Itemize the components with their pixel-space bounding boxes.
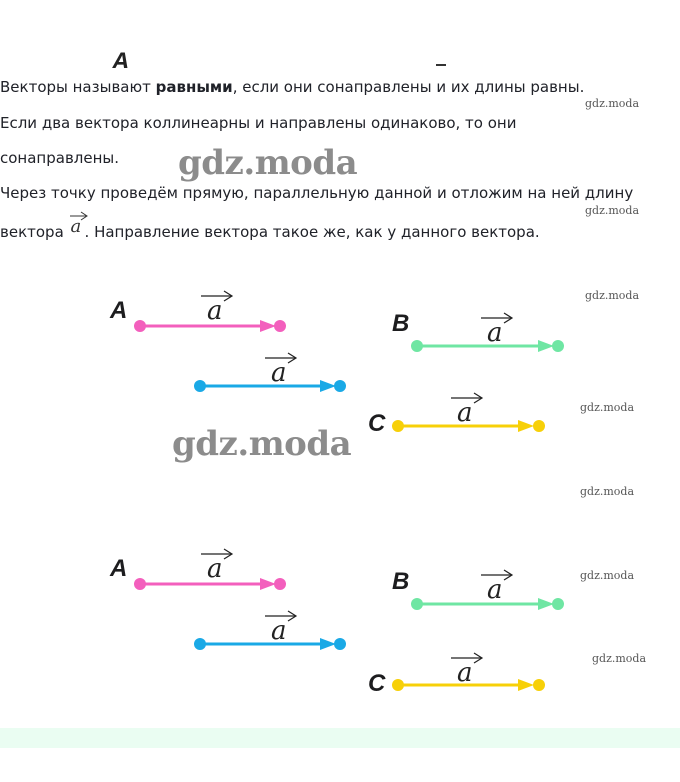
answer-block-strip [0, 728, 680, 748]
point-label-b: B [392, 568, 410, 595]
construction-text-start: вектора [0, 223, 69, 241]
watermark-small: gdz.moda [580, 401, 635, 414]
collinear-paragraph-line2: сонаправлены. [0, 149, 120, 167]
watermark-small: gdz.moda [585, 289, 640, 302]
vector-label-a-pink: a [200, 288, 232, 328]
vector-label-a-blue: a [264, 350, 296, 390]
clipped-letter-a: A [112, 48, 130, 68]
inline-vector-a: a [69, 219, 85, 239]
watermark-small: gdz.moda [580, 485, 635, 498]
watermark-big: gdz.moda [178, 143, 358, 183]
watermark-big: gdz.moda [172, 424, 352, 464]
construction-text-end: . Направление вектора такое же, как у данного вектора. [84, 223, 540, 241]
definition-bold-term: равными [155, 78, 233, 96]
collinear-paragraph-line1: Если два вектора коллинеарны и направлены одинаково, то они [0, 114, 517, 132]
watermark-small: gdz.moda [580, 569, 635, 582]
watermark-small: gdz.moda [585, 204, 640, 217]
point-label-c: C [368, 410, 386, 437]
vector-label-a-green: a [480, 310, 512, 350]
vector-label-a-blue: a [264, 608, 296, 648]
point-label-c: C [368, 670, 386, 697]
vector-label-a-pink: a [200, 546, 232, 586]
definition-text-end: , если они сонаправлены и их длины равны. [232, 78, 585, 96]
vector-label-a-yellow: a [450, 390, 482, 430]
point-label-a: A [110, 555, 128, 582]
construction-paragraph-line1: Через точку проведём прямую, параллельную данной и отложим на ней длину [0, 184, 634, 202]
watermark-small: gdz.moda [592, 652, 647, 665]
watermark-small: gdz.moda [585, 97, 640, 110]
point-label-b: B [392, 310, 410, 337]
vector-label-a-green: a [480, 567, 512, 607]
point-label-a: A [110, 297, 128, 324]
definition-text-start: Векторы называют [0, 78, 156, 96]
vector-label-a-yellow: a [450, 650, 482, 690]
